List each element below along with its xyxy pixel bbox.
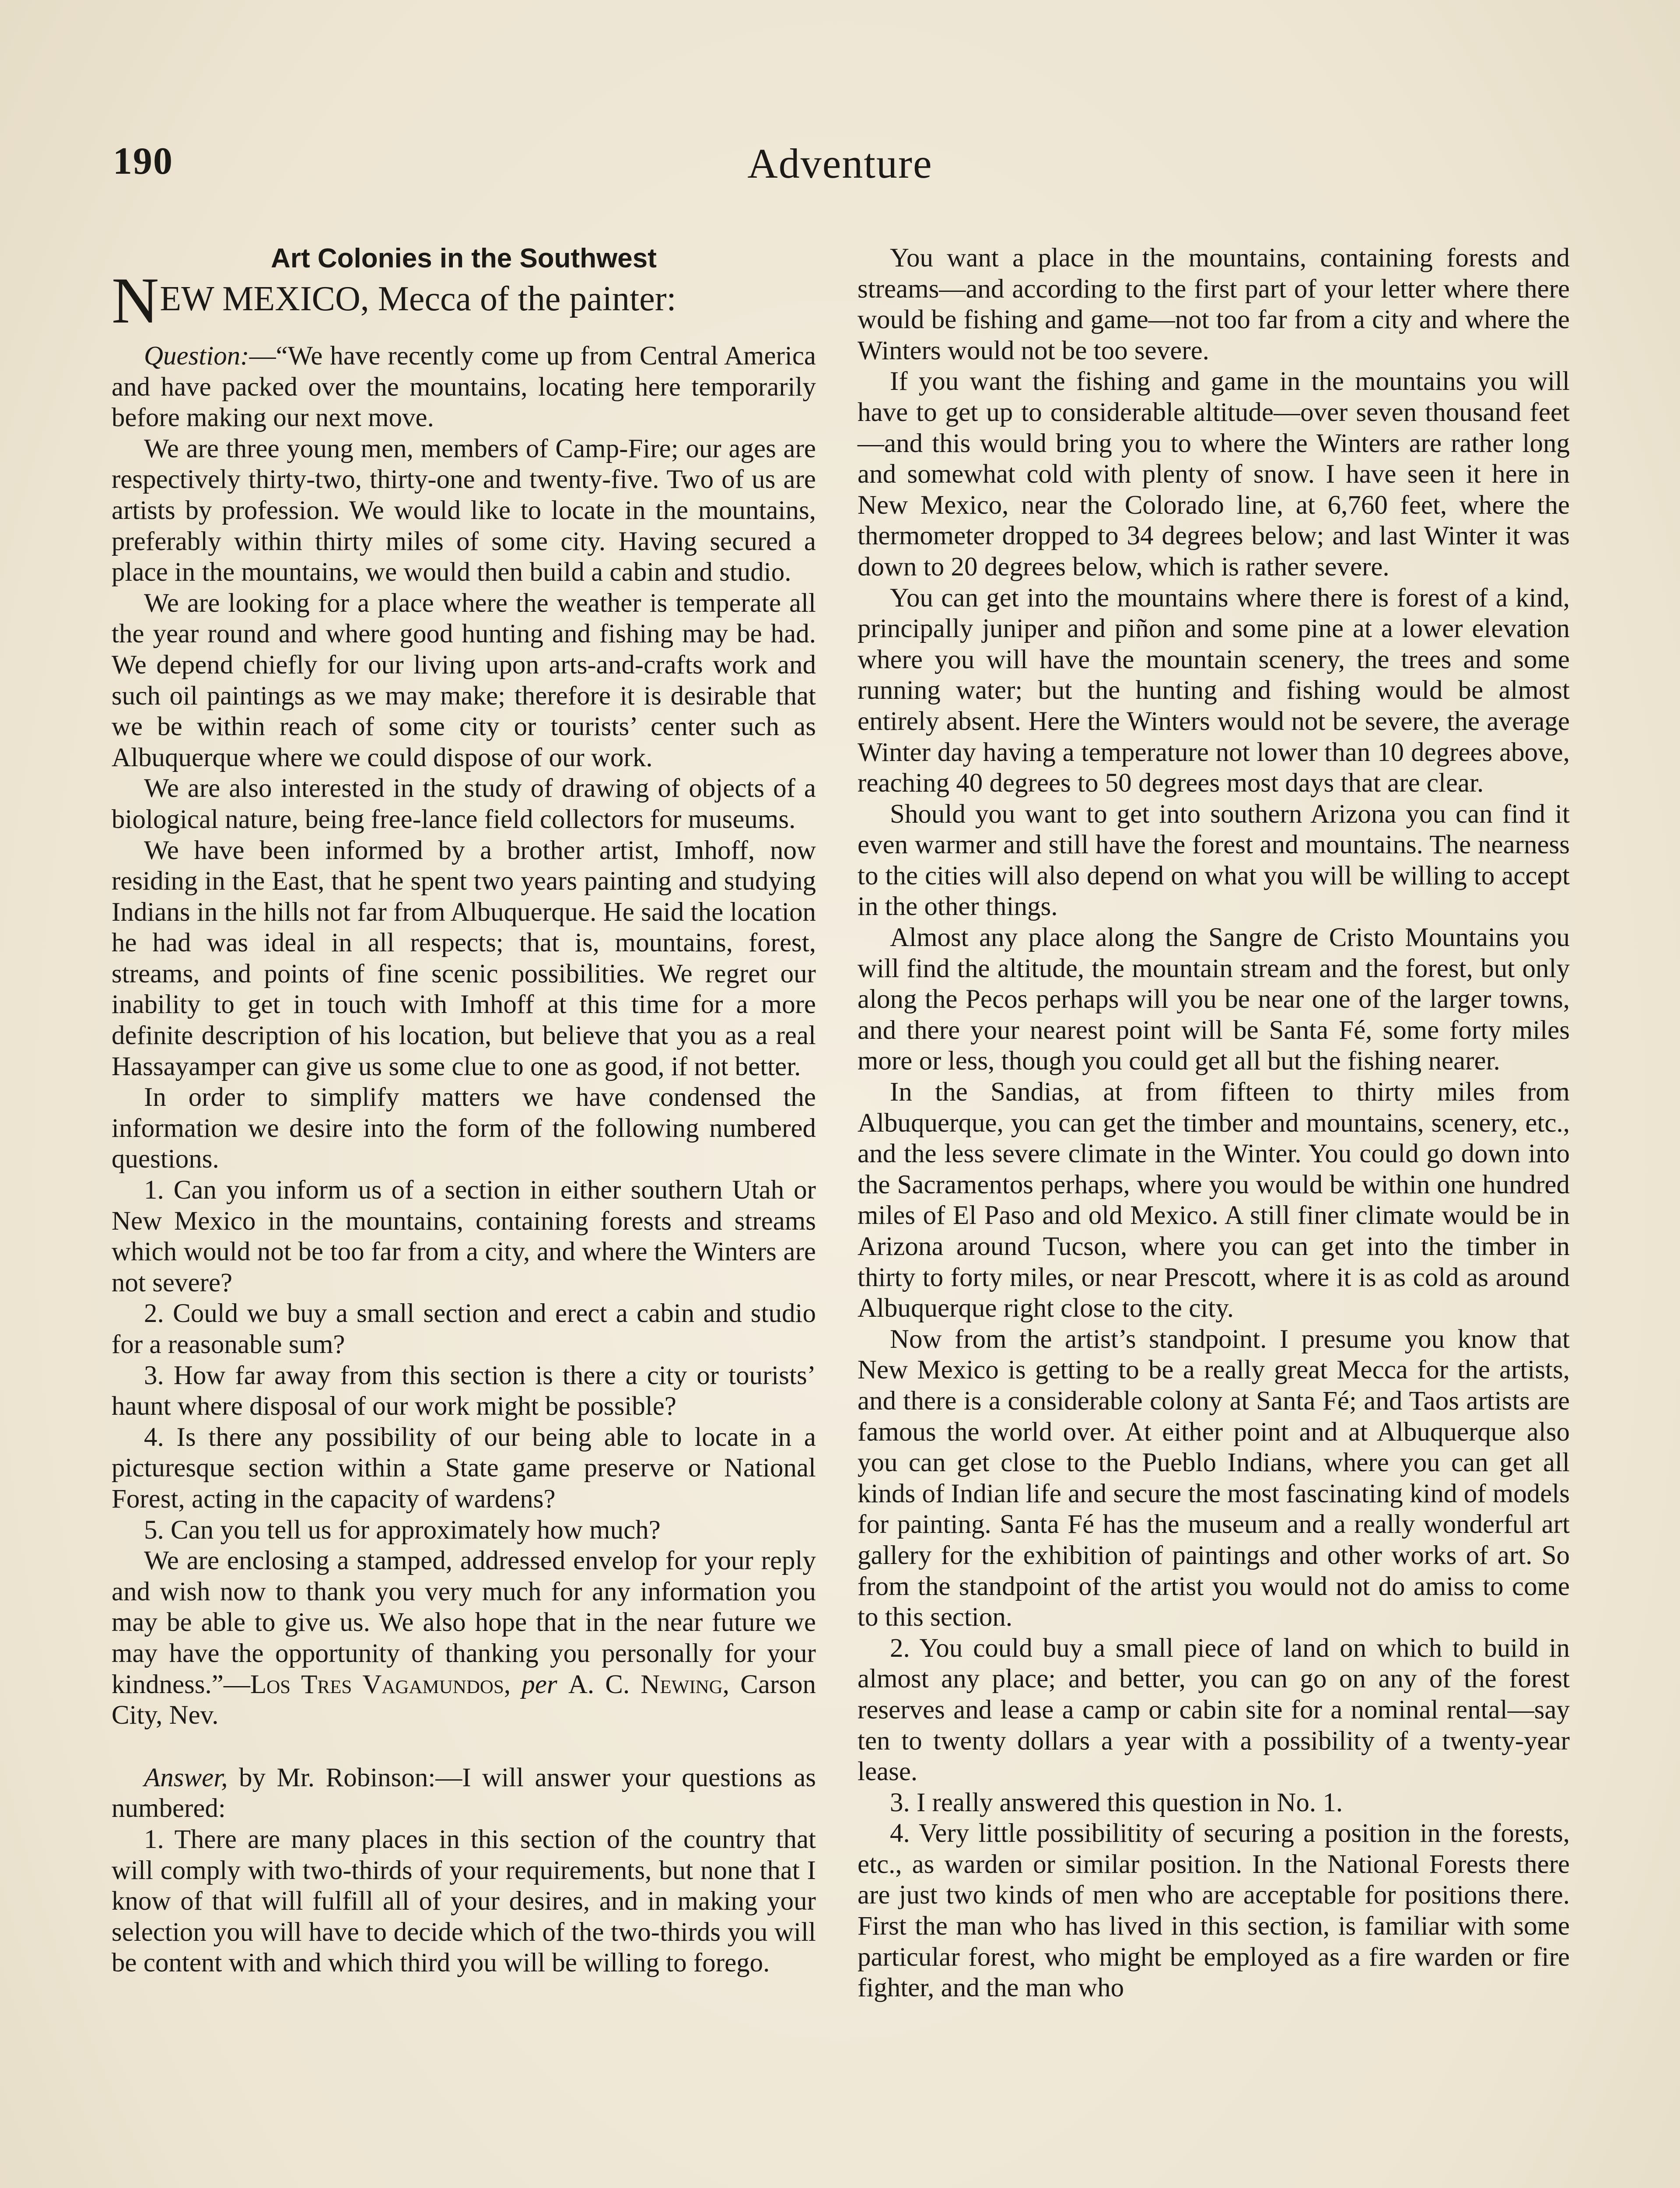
question-paragraph	[112, 341, 816, 434]
question-item: 1. Can you inform us of a section in either southern Utah or New Mexico in the mountains, containing forests and streams which would not be too far from a city, and where the Winters are not severe?	[112, 1175, 816, 1297]
left-column	[112, 243, 816, 1979]
question-paragraph: We are also interested in the study of drawing of objects of a biological nature, being free-lance field collectors for museums.	[112, 774, 816, 834]
answer-paragraph: Answer, by Mr. Robinson:—I will answer your questions as numbered:	[112, 1763, 816, 1823]
signature: Los Tres Vagamundos,	[250, 1669, 511, 1699]
question-closing: We are enclosing a stamped, addressed envelop for your reply and wish now to thank you very much for any information you may be able to give us. We also hope that in the near future we may have the opportunity of thanking you personally for your kindness.”—Los Tres Vagamundos, per A. C. Newing, Carson City, Nev.	[112, 1546, 816, 1730]
answer-paragraph: In the Sandias, at from fifteen to thirty miles from Albuquerque, you can get the timber and mountains, scenery, etc., and the less severe climate in the Winter. You could go down into the Sacramentos perhaps, where you would be within one hundred miles of El Paso and old Mexico. A still finer climate would be in Arizona around Tucson, where you can get into the timber in thirty to forty miles, or near Prescott, where it is as cold as around Albuquerque right close to the city.	[858, 1077, 1570, 1323]
answer-item: 2. You could buy a small piece of land on which to build in almost any place; and better, you can go on any of the forest reserves and lease a camp or cabin site for a nominal rental—say ten to twenty dollars a year with a possibility of a twenty-year lease.	[858, 1633, 1570, 1787]
question-paragraph: We have been informed by a brother artist, Imhoff, now residing in the East, that he spent two years painting and studying Indians in the hills not far from Albuquerque. He said the location he had was ideal in all respects; that is, mountains, forest, streams, and points of fine scenic possibilities. We regret our inability to get in touch with Imhoff at this time for a more definite description of his location, but believe that you as a real Hassayamper can give us some clue to one as good, if not better.	[112, 835, 816, 1081]
question-item: 4. Is there any possibility of our being able to locate in a picturesque section within a State game preserve or National Forest, acting in the capacity of wardens?	[112, 1422, 816, 1514]
question-paragraph: We are three young men, members of Camp-Fire; our ages are respectively thirty-two, thirty-one and twenty-five. Two of us are artists by profession. We would like to locate in the mountains, preferably within thirty miles of some city. Having secured a place in the mountains, we would then build a cabin and studio.	[112, 434, 816, 587]
answer-paragraph: Now from the artist’s standpoint. I presume you know that New Mexico is getting to be a really great Mecca for the artists, and there is a considerable colony at Santa Fé; and Taos artists are famous the world over. At either point and at Albuquerque also you can get close to the Pueblo Indians, where you can get all kinds of Indian life and secure the most fascinating kind of models for painting. Santa Fé has the museum and a really wonderful art gallery for the exhibition of paintings and other works of art. So from the standpoint of the artist you would not do amiss to come to this section.	[858, 1324, 1570, 1632]
right-column	[858, 243, 1570, 2004]
question-text: —“We have recently come up from Central America and have packed over the mountains, locating here temporarily before making our next move.	[112, 341, 816, 433]
magazine-title: Adventure	[747, 140, 933, 187]
lead-text: EW MEXICO, Mecca of the painter:	[160, 280, 676, 318]
signer-place: Carson City, Nev.	[112, 1669, 816, 1730]
question-paragraph: In order to simplify matters we have condensed the information we desire into the form of the following numbered questions.	[112, 1083, 816, 1174]
section-heading: Art Colonies in the Southwest	[271, 243, 657, 274]
page-header	[113, 139, 1567, 196]
question-item: 3. How far away from this section is there a city or tourists’ haunt where disposal of our work might be possible?	[112, 1360, 816, 1421]
question-item: 5. Can you tell us for approximately how much?	[144, 1515, 661, 1545]
answer-paragraph: Almost any place along the Sangre de Cristo Mountains you will find the altitude, the mountain stream and the forest, but only along the Pecos perhaps will you be near one of the larger towns, and there your nearest point will be Santa Fé, some forty miles more or less, though you could get all but the fishing nearer.	[858, 923, 1570, 1076]
question-label: Question:	[144, 341, 249, 371]
answer-paragraph: 1. There are many places in this section of the country that will comply with two-thirds of your requirements, but none that I know of that will fulfill all of your desires, and in making your selection you will have to decide which of the two-thirds you will be content with and which third you will be willing to forego.	[112, 1824, 816, 1978]
signer-name: A. C. Newing,	[568, 1669, 729, 1699]
answer-paragraph: You can get into the mountains where there is forest of a kind, principally juniper and piñon and some pine at a lower elevation where you will have the mountain scenery, the trees and some running water; but the hunting and fishing would be almost entirely absent. Here the Winters would not be severe, the average Winter day having a temperature not lower than 10 degrees above, reaching 40 degrees to 50 degrees most days that are clear.	[858, 583, 1570, 798]
answer-paragraph: If you want the fishing and game in the mountains you will have to get up to considerable altitude—over seven thousand feet—and this would bring you to where the Winters are rather long and somewhat cold with plenty of snow. I have seen it here in New Mexico, near the Colorado line, at 6,760 feet, where the thermometer dropped to 34 degrees below; and last Winter it was down to 20 degrees below, which is rather severe.	[858, 367, 1570, 582]
answer-label: Answer,	[144, 1763, 228, 1792]
question-paragraph: We are looking for a place where the weather is temperate all the year round and where good hunting and fishing may be had. We depend chiefly for our living upon arts-and-crafts work and such oil paintings as we may make; therefore it is desirable that we be within reach of some city or tourists’ center such as Albuquerque where we could dispose of our work.	[112, 588, 816, 772]
question-item: 2. Could we buy a small section and erect a cabin and studio for a reasonable sum?	[112, 1299, 816, 1359]
answer-item: 4. Very little possibilitity of securing a position in the forests, etc., as warden or similar position. In the National Forests there are just two kinds of men who are acceptable for positions there. First the man who has lived in this section, is familiar with some particular forest, who might be employed as a fire warden or fire fighter, and the man who	[858, 1819, 1570, 2003]
page-number: 190	[113, 140, 173, 182]
drop-cap: N	[112, 264, 159, 337]
answer-paragraph: You want a place in the mountains, containing forests and streams—and according to the first part of your letter where there would be fishing and game—not too far from a city and where the Winters would not be too severe.	[858, 243, 1570, 365]
article-lead	[112, 264, 816, 337]
answer-item: 3. I really answered this question in No. 1.	[890, 1788, 1343, 1817]
spacer	[112, 1731, 816, 1763]
answer-paragraph: Should you want to get into southern Arizona you can find it even warmer and still have the forest and mountains. The nearness to the cities will also depend on what you will be willing to accept in the other things.	[858, 799, 1570, 922]
